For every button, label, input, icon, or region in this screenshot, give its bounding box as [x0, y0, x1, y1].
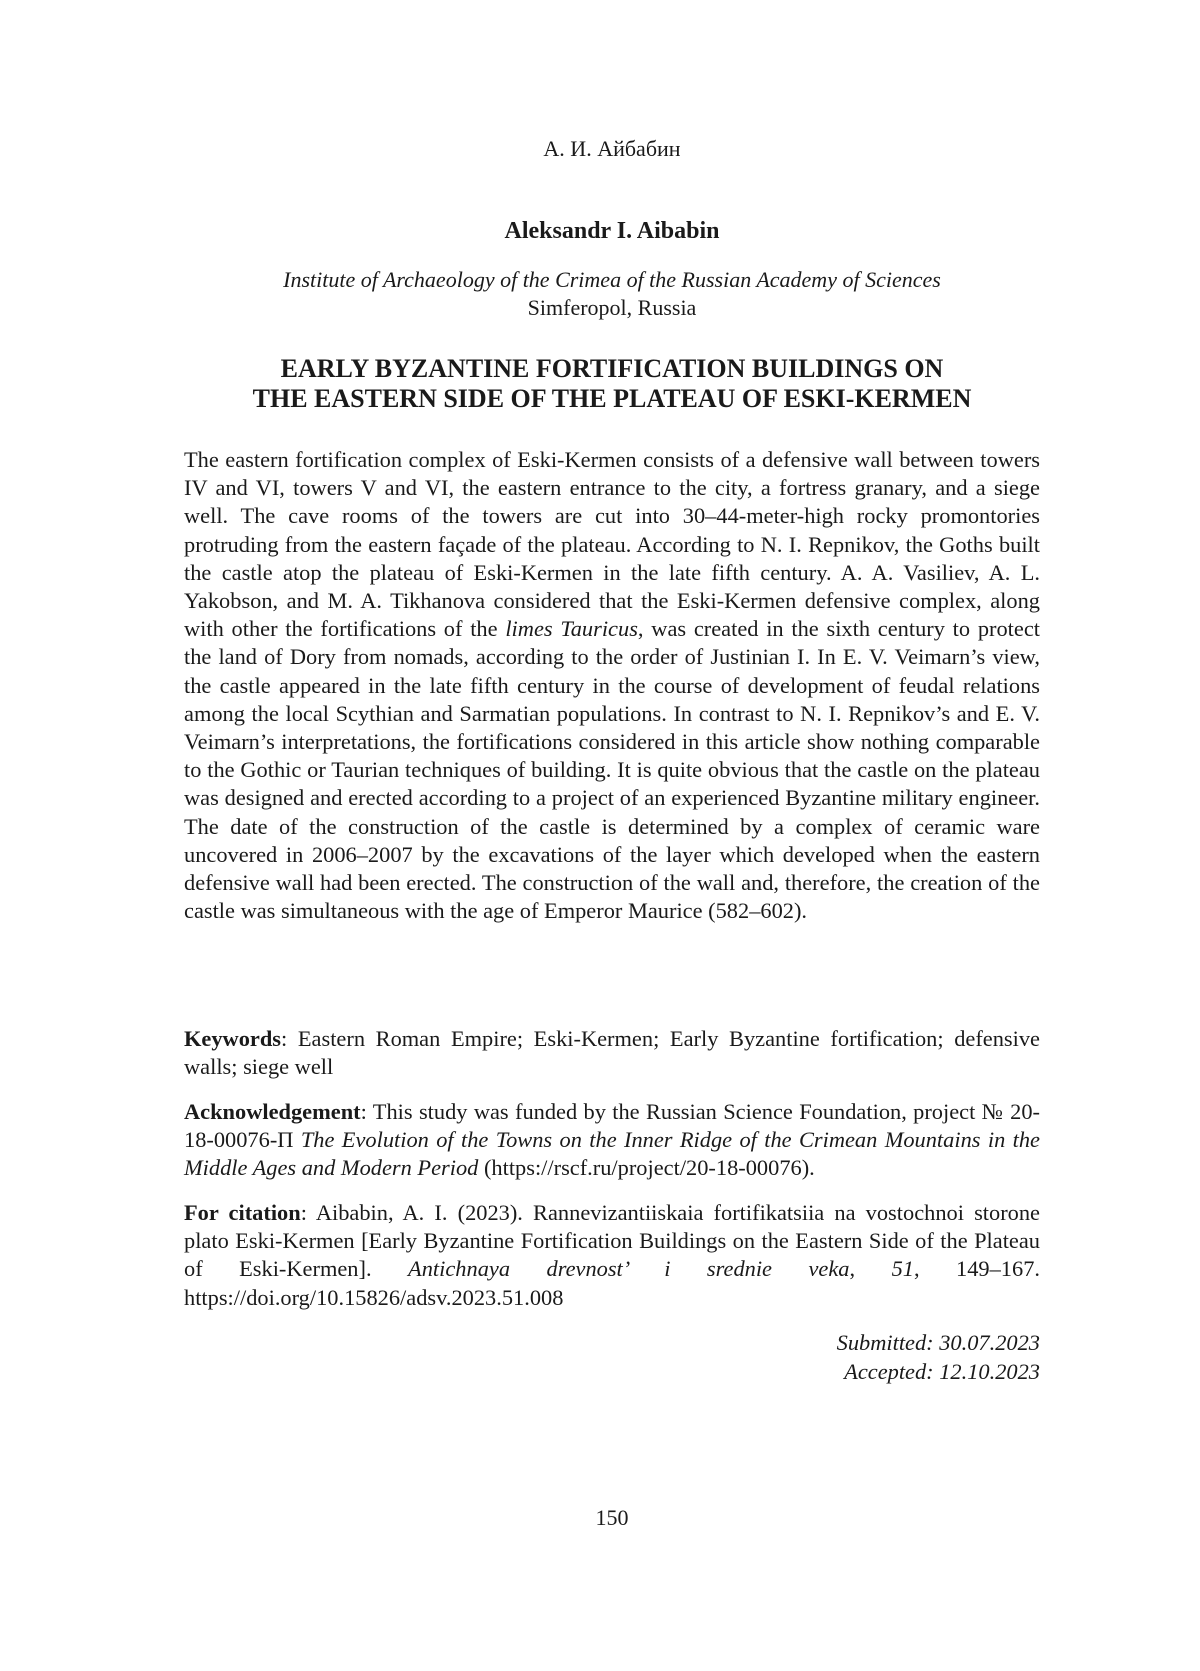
- title-line-2: THE EASTERN SIDE OF THE PLATEAU OF ESKI-KERMEN: [184, 384, 1040, 414]
- running-head-author: А. И. Айбабин: [184, 136, 1040, 162]
- citation-separator: ,: [849, 1256, 891, 1281]
- acknowledgement-section: [184, 1098, 1040, 1183]
- citation-journal: Antichnaya drevnost’ i srednie veka: [408, 1256, 849, 1281]
- author-affiliation: [184, 266, 1040, 322]
- submission-dates: [184, 1328, 1040, 1386]
- acknowledgement-link: (https://rscf.ru/project/20-18-00076).: [478, 1155, 814, 1180]
- keywords-paragraph: [184, 1025, 1040, 1081]
- acknowledgement-paragraph: [184, 1098, 1040, 1183]
- citation-label: For citation: [184, 1200, 301, 1225]
- abstract: [184, 446, 1040, 925]
- article-title: [184, 354, 1040, 414]
- institution-name: Institute of Archaeology of the Crimea of the Russian Academy of Sciences: [184, 266, 1040, 294]
- abstract-italic-term: limes Tauricus: [505, 616, 638, 641]
- abstract-text-2: , was created in the sixth century to protect the land of Dory from nomads, according to the order of Justinian I. In E. V. Veimarn’s view, the castle appeared in the late fifth century in the course of development of feudal relations among the local Scythian and Sarmatian pop­ulations. In contrast to N. I. Repnikov’s and E. V. Veimarn’s interpretations, the fortifications considered in this article show nothing comparable to the Gothic or Taurian techniques of building. It is quite obvious that the castle on the plateau was designed and erected according to a project of an experienced Byzantine military engineer. The date of the construction of the castle is determined by a complex of ceramic ware uncovered in 2006–2007 by the excavations of the layer which developed when the eastern defensive wall had been erected. The construction of the wall and, therefore, the creation of the castle was simultaneous with the age of Emperor Maurice (582–602).: [184, 616, 1040, 923]
- acknowledgement-label: Acknowledgement: [184, 1099, 361, 1124]
- citation-section: [184, 1199, 1040, 1312]
- citation-text: : Aibabin, A. I. (2023). Rannevizantiiskaia fortifikatsiia na vostochnoi sto­rone plato Eski-Kermen [Early Byzantine Fortification Buildings on the Eastern Side of the Plateau of Eski-Kermen].: [184, 1200, 1040, 1281]
- acknowledgement-text: : This study was funded by the Russian Science Foundation, proj­ect № 20-18-00076-П: [184, 1099, 1040, 1152]
- author-name: Aleksandr I. Aibabin: [184, 218, 1040, 245]
- citation-doi: , 149–167. https://doi.org/10.15826/adsv.2023.51.008: [184, 1256, 1040, 1309]
- keywords-label: Keywords: [184, 1026, 281, 1051]
- citation-volume: 51: [892, 1256, 914, 1281]
- keywords-text: : Eastern Roman Empire; Eski-Kermen; Early Byzantine fortification; defensive walls; siege well: [184, 1026, 1040, 1079]
- keywords-section: [184, 1025, 1040, 1081]
- page-number: 150: [184, 1505, 1040, 1531]
- abstract-text-1: The eastern fortification complex of Eski-Kermen consists of a defensive wall between towers IV and VI, towers V and VI, the eastern entrance to the city, a fortress granary, and a siege well. The cave rooms of the towers are cut into 30–44-meter-high rocky promontories protruding from the eastern façade of the plateau. According to N. I. Repnikov, the Goths built the castle atop the plateau of Eski-Kermen in the late fifth century. A. A. Vasiliev, A. L. Yakobson, and M. A. Tikhanova considered that the Eski-Kermen defensive complex, along with other the fortifications of the: [184, 447, 1040, 641]
- accepted-date: Accepted: 12.10.2023: [184, 1357, 1040, 1386]
- institution-city: Simferopol, Russia: [184, 294, 1040, 322]
- submitted-date: Submitted: 30.07.2023: [184, 1328, 1040, 1357]
- abstract-paragraph: [184, 446, 1040, 925]
- title-line-1: EARLY BYZANTINE FORTIFICATION BUILDINGS ON: [184, 354, 1040, 384]
- acknowledgement-project-title: The Evolution of the Towns on the Inner Ridge of the Crimean Mountains in the Middle Ages and Modern Period: [184, 1127, 1040, 1180]
- citation-paragraph: [184, 1199, 1040, 1312]
